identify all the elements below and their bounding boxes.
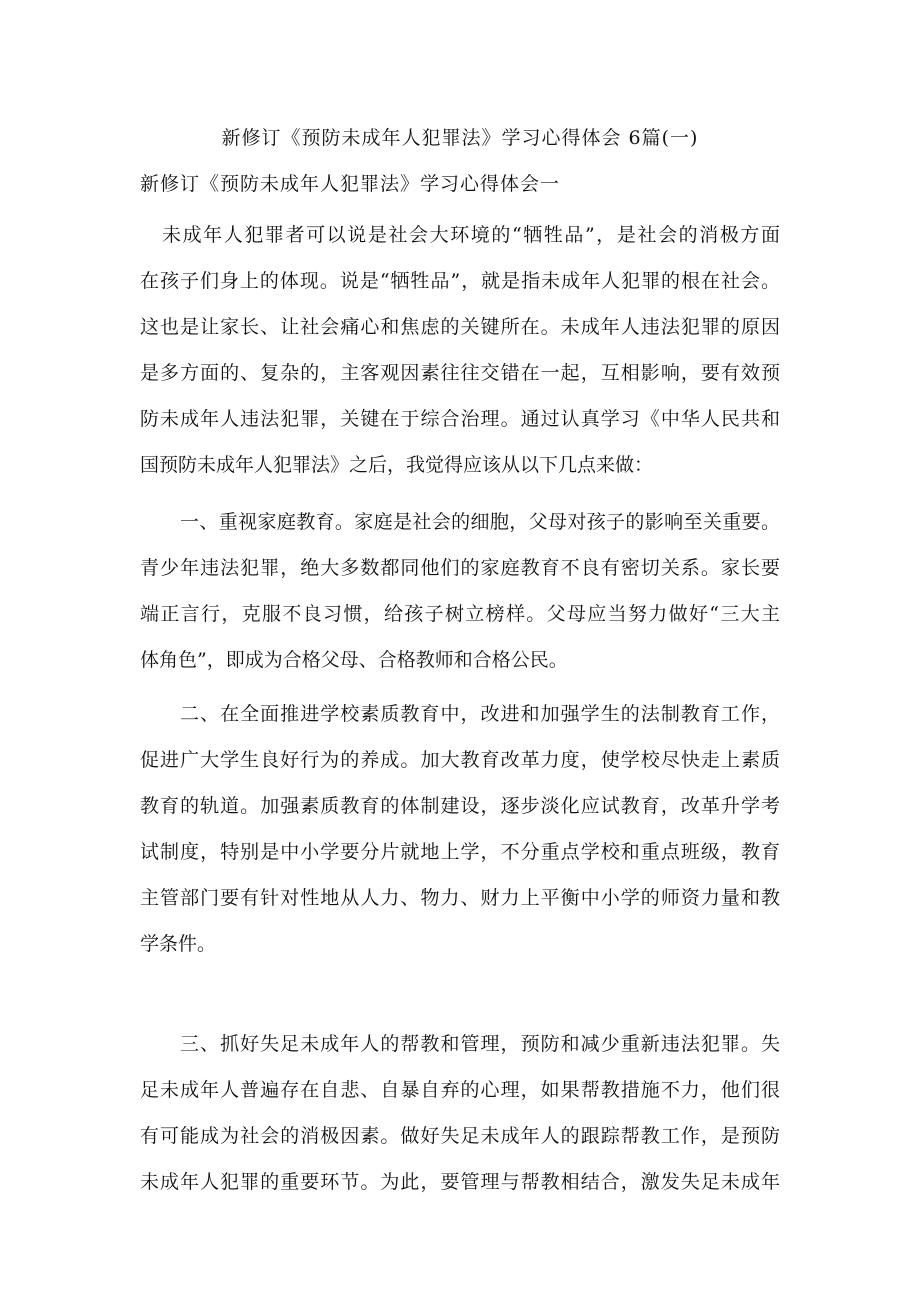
text-line: 足未成年人普遍存在自悲、自暴自弃的心理，如果帮教措施不力，他们很 (140, 1079, 780, 1101)
text-line: 未成年人犯罪者可以说是社会大环境的“牺牲品”，是社会的消极方面 (162, 224, 780, 246)
document-title: 新修订《预防未成年人犯罪法》学习心得体会 6篇(一) (221, 127, 699, 149)
text-line: 主管部门要有针对性地从人力、物力、财力上平衡中小学的师资力量和教 (140, 887, 780, 909)
text-line: 一、重视家庭教育。家庭是社会的细胞，父母对孩子的影响至关重要。 (180, 511, 780, 533)
text-line: 教育的轨道。加强素质教育的体制建设，逐步淡化应试教育，改革升学考 (140, 795, 780, 817)
text-line: 是多方面的、复杂的，主客观因素往往交错在一起，互相影响，要有效预 (140, 362, 780, 384)
paragraph-intro (140, 212, 780, 488)
paragraph-rehabilitation (140, 1021, 780, 1205)
text-line: 未成年人犯罪的重要环节。为此，要管理与帮教相结合，激发失足未成年 (140, 1171, 780, 1193)
text-line: 促进广大学生良好行为的养成。加大教育改革力度，使学校尽快走上素质 (140, 749, 780, 771)
text-line: 国预防未成年人犯罪法》之后，我觉得应该从以下几点来做： (140, 454, 654, 476)
text-line: 试制度，特别是中小学要分片就地上学，不分重点学校和重点班级，教育 (140, 841, 780, 863)
text-line: 三、抓好失足未成年人的帮教和管理，预防和减少重新违法犯罪。失 (180, 1033, 780, 1055)
text-line: 学条件。 (140, 933, 217, 955)
paragraph-family-education (140, 499, 780, 683)
text-line: 有可能成为社会的消极因素。做好失足未成年人的跟踪帮教工作，是预防 (140, 1125, 780, 1147)
text-line: 二、在全面推进学校素质教育中，改进和加强学生的法制教育工作， (180, 703, 780, 725)
text-line: 这也是让家长、让社会痛心和焦虑的关键所在。未成年人违法犯罪的原因 (140, 316, 780, 338)
text-line: 青少年违法犯罪，绝大多数都同他们的家庭教育不良有密切关系。家长要 (140, 557, 780, 579)
text-line: 在孩子们身上的体现。说是“牺牲品”，就是指未成年人犯罪的根在社会。 (140, 270, 780, 292)
section-heading: 新修订《预防未成年人犯罪法》学习心得体会一 (140, 173, 561, 195)
paragraph-school-education (140, 691, 780, 967)
text-line: 体角色”，即成为合格父母、合格教师和合格公民。 (140, 649, 568, 671)
text-line: 防未成年人违法犯罪，关键在于综合治理。通过认真学习《中华人民共和 (140, 408, 780, 430)
text-line: 端正言行，克服不良习惯，给孩子树立榜样。父母应当努力做好“三大主 (140, 603, 780, 625)
